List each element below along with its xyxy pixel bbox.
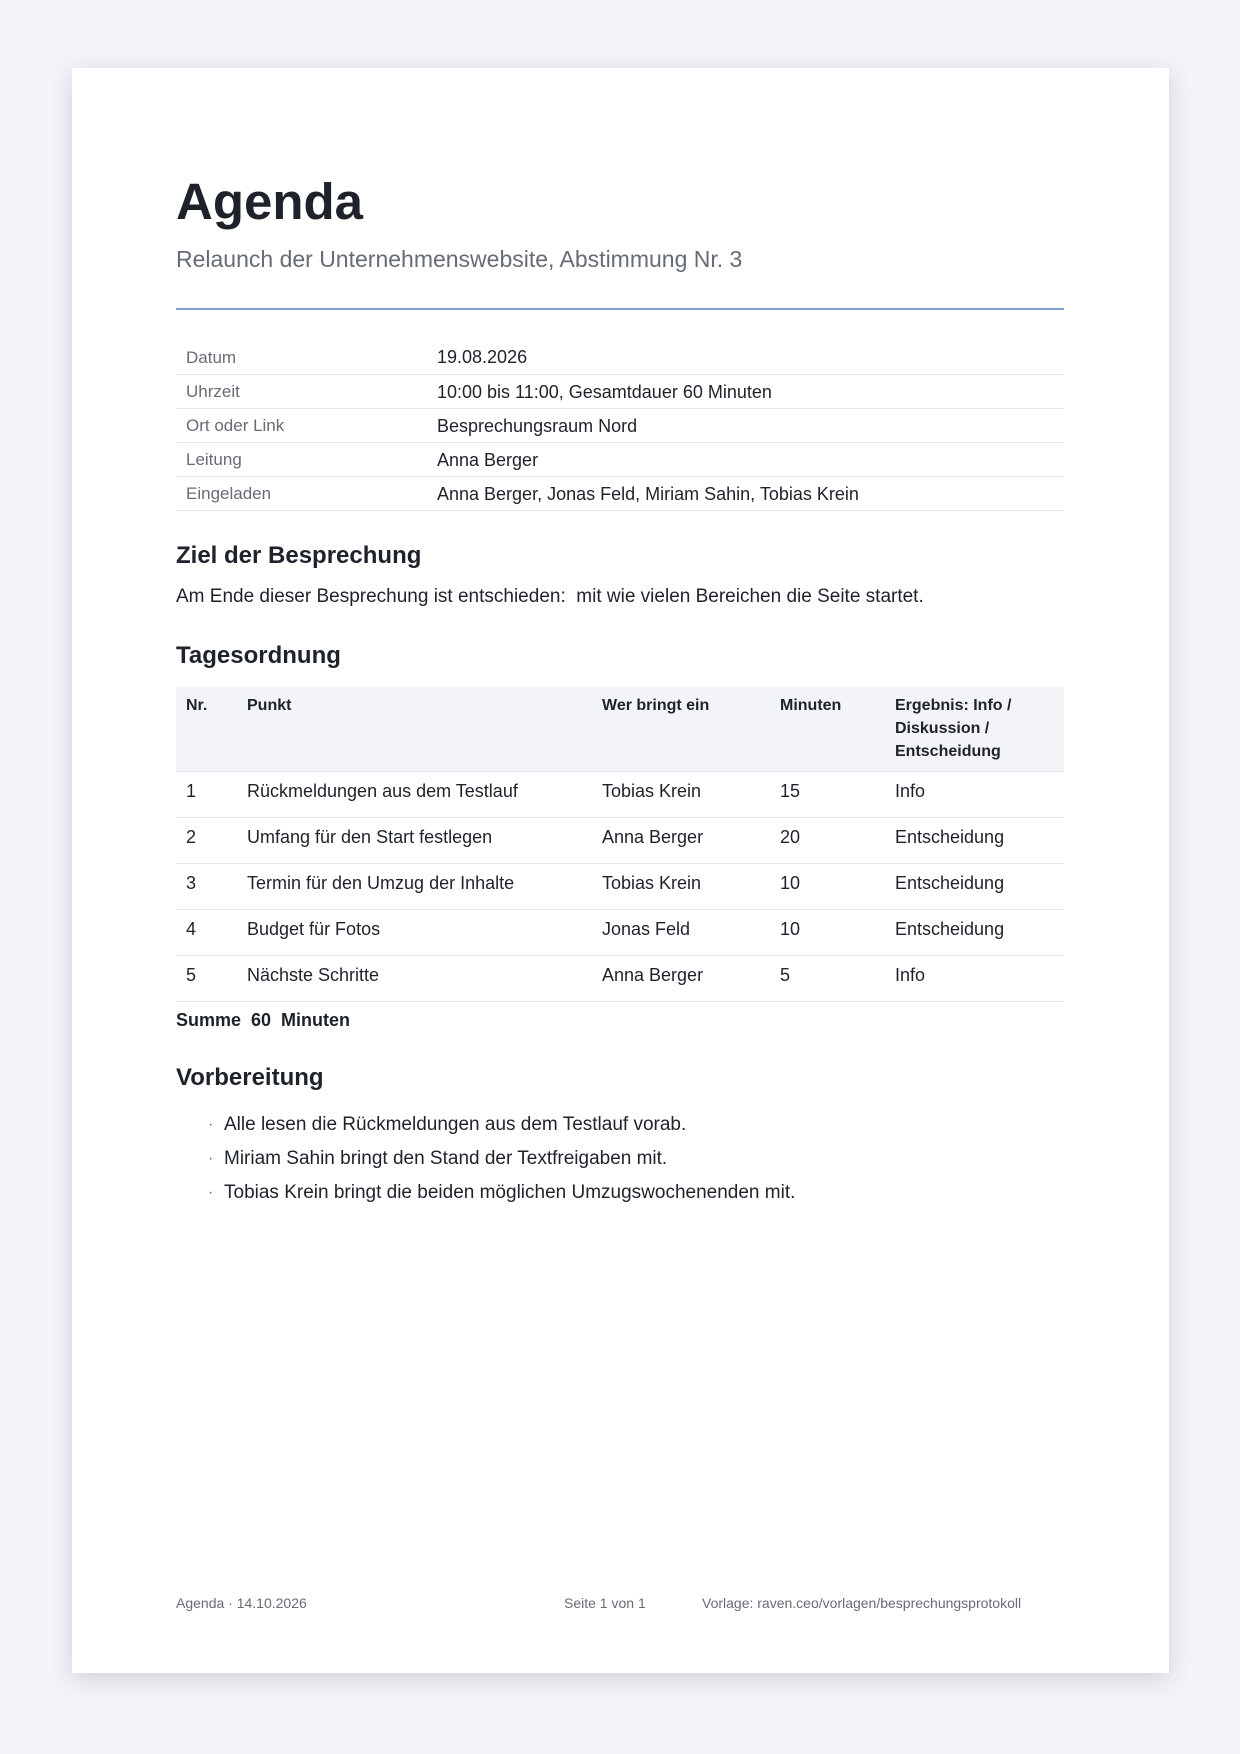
preparation-list [176,1108,795,1210]
list-item [176,1176,795,1210]
agenda-table [176,687,1064,1002]
cell-minuten: 10 [770,864,885,910]
meta-value: 10:00 bis 11:00, Gesamtdauer 60 Minuten [437,374,1064,408]
meta-label: Datum [176,340,437,374]
goal-text: Am Ende dieser Besprechung ist entschieden: mit wie vielen Bereichen die Seite startet. [176,586,924,607]
list-item-text: Alle lesen die Rückmeldungen aus dem Testlauf vorab. [224,1114,687,1135]
cell-punkt: Umfang für den Start festlegen [237,818,592,864]
list-item [176,1108,795,1142]
document-page [72,68,1169,1673]
cell-minuten: 15 [770,772,885,818]
footer-template-link: Vorlage: raven.ceo/vorlagen/besprechungsprotokoll [702,1595,1022,1611]
column-header-nr: Nr. [176,687,237,772]
bullet-icon: · [208,1116,214,1133]
agenda-heading: Tagesordnung [176,642,341,669]
cell-ergebnis: Info [885,956,1064,1002]
meta-label: Leitung [176,442,437,476]
cell-wer: Anna Berger [592,956,770,1002]
cell-wer: Jonas Feld [592,910,770,956]
preparation-heading: Vorbereitung [176,1064,324,1091]
column-header-wer: Wer bringt ein [592,687,770,772]
cell-minuten: 20 [770,818,885,864]
title-divider [176,308,1064,310]
meta-row-date [176,340,1064,374]
column-header-minuten: Minuten [770,687,885,772]
footer-left: Agenda · 14.10.2026 [176,1595,307,1611]
cell-ergebnis: Entscheidung [885,818,1064,864]
column-header-punkt: Punkt [237,687,592,772]
meta-value: Anna Berger, Jonas Feld, Miriam Sahin, Tobias Krein [437,476,1064,510]
meta-table [176,340,1064,511]
goal-heading: Ziel der Besprechung [176,542,422,569]
table-row [176,910,1064,956]
footer-page-number: Seite 1 von 1 [564,1595,646,1611]
cell-punkt: Termin für den Umzug der Inhalte [237,864,592,910]
cell-ergebnis: Info [885,772,1064,818]
bullet-icon: · [208,1184,214,1201]
table-row [176,818,1064,864]
list-item [176,1142,795,1176]
table-row [176,956,1064,1002]
page-subtitle: Relaunch der Unternehmenswebsite, Abstimmung Nr. 3 [176,246,743,272]
meta-label: Eingeladen [176,476,437,510]
agenda-sum: Summe 60 Minuten [176,1010,351,1030]
meta-label: Uhrzeit [176,374,437,408]
cell-punkt: Nächste Schritte [237,956,592,1002]
cell-wer: Anna Berger [592,818,770,864]
cell-minuten: 5 [770,956,885,1002]
cell-nr: 2 [176,818,237,864]
meta-value: Anna Berger [437,442,1064,476]
list-item-text: Miriam Sahin bringt den Stand der Textfreigaben mit. [224,1148,668,1169]
cell-ergebnis: Entscheidung [885,864,1064,910]
cell-ergebnis: Entscheidung [885,910,1064,956]
cell-nr: 4 [176,910,237,956]
column-header-ergebnis: Ergebnis: Info / Diskussion / Entscheidung [885,687,1064,772]
cell-nr: 1 [176,772,237,818]
meta-row-time [176,374,1064,408]
meta-label: Ort oder Link [176,408,437,442]
cell-nr: 5 [176,956,237,1002]
cell-punkt: Budget für Fotos [237,910,592,956]
meta-value: 19.08.2026 [437,340,1064,374]
list-item-text: Tobias Krein bringt die beiden möglichen Umzugswochenenden mit. [224,1182,796,1203]
table-row [176,772,1064,818]
cell-punkt: Rückmeldungen aus dem Testlauf [237,772,592,818]
bullet-icon: · [208,1150,214,1167]
table-row [176,864,1064,910]
meta-row-lead [176,442,1064,476]
cell-wer: Tobias Krein [592,772,770,818]
meta-row-invited [176,476,1064,510]
page-title: Agenda [176,173,364,230]
cell-minuten: 10 [770,910,885,956]
cell-wer: Tobias Krein [592,864,770,910]
agenda-header-row [176,687,1064,772]
meta-row-location [176,408,1064,442]
cell-nr: 3 [176,864,237,910]
meta-value: Besprechungsraum Nord [437,408,1064,442]
